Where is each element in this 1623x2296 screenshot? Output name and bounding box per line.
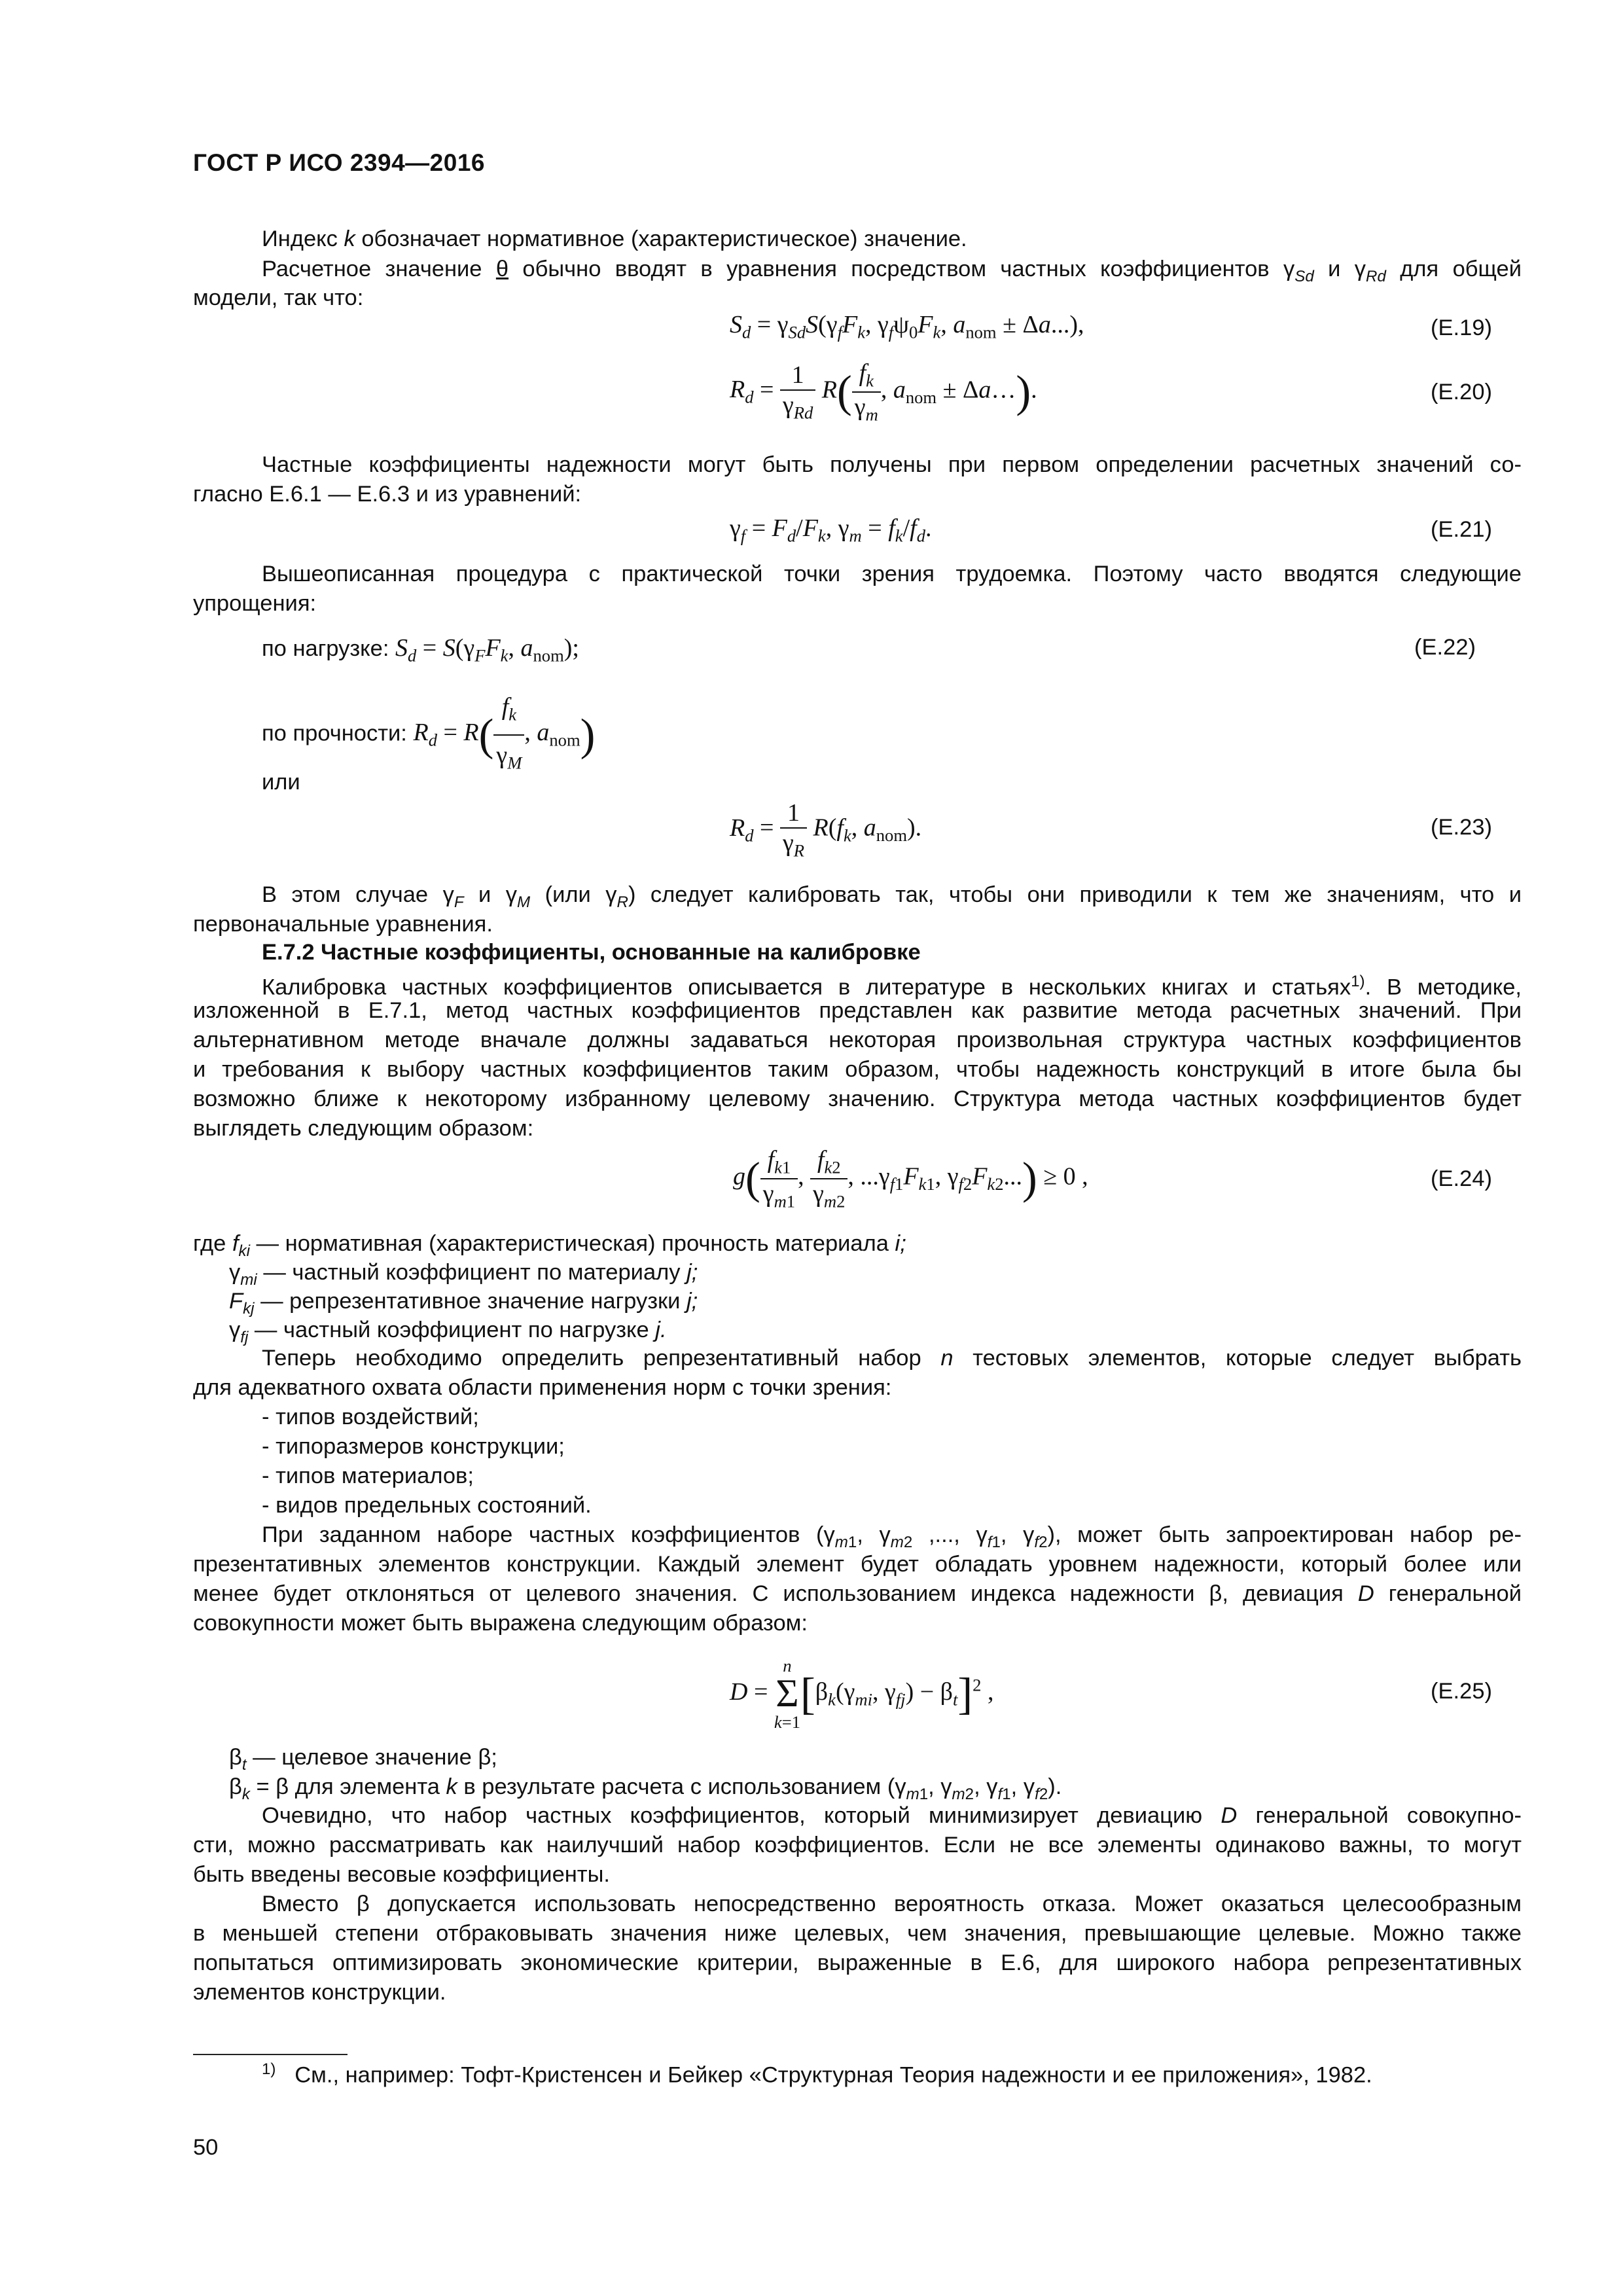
equation-number: (Е.23) bbox=[1431, 815, 1492, 840]
paragraph-line: Индекс k обозначает нормативное (характеристическое) значение. bbox=[262, 226, 967, 251]
list-item: - видов предельных состояний. bbox=[262, 1493, 592, 1518]
paragraph-line: Расчетное значение θ обычно вводят в уравнения посредством частных коэффициентов $\gamma_{Sd}$ и $\gamma_{Rd}$ для общей bbox=[262, 257, 1522, 285]
equation-e19: $S_d = \gamma_{Sd}S(\gamma_fF_k$, $\gamma_f\psi_0F_k$, $a_{nom} \pm \Delta a$...), bbox=[730, 311, 1084, 342]
equation-number: (Е.19) bbox=[1431, 315, 1492, 340]
section-heading: Е.7.2 Частные коэффициенты, основанные на калибровке bbox=[262, 940, 921, 965]
paragraph-line: гласно Е.6.1 — Е.6.3 и из уравнений: bbox=[193, 482, 582, 507]
equation-number: (Е.20) bbox=[1431, 380, 1492, 404]
document-header: ГОСТ Р ИСО 2394—2016 bbox=[193, 149, 485, 176]
paragraph-line: изложенной в Е.7.1, метод частных коэффициентов представлен как развитие метода расчетных значений. При bbox=[193, 998, 1522, 1023]
paragraph-line: Очевидно, что набор частных коэффициентов, который минимизирует девиацию D генеральной совокупно- bbox=[262, 1803, 1522, 1828]
paragraph-line: Частные коэффициенты надежности могут быть получены при первом определении расчетных значений со- bbox=[262, 452, 1522, 477]
equation-e25: D = n Σ k=1 [$\beta_k(\gamma_{mi}$, $\gamma_{fj}) - \beta_t]^2$ , bbox=[730, 1656, 994, 1732]
paragraph-line: и требования к выбору частных коэффициентов таким образом, чтобы надежность конструкций в итоге была бы bbox=[193, 1057, 1522, 1082]
paragraph-line: попытаться оптимизировать экономические критерии, выраженные в Е.6, для широкого набора репрезентативных bbox=[193, 1950, 1522, 1975]
equation-number: (Е.22) bbox=[1414, 635, 1476, 660]
equation-number: (Е.25) bbox=[1431, 1679, 1492, 1704]
paragraph-line: Вышеописанная процедура с практической точки зрения трудоемка. Поэтому часто вводятся следующие bbox=[262, 562, 1522, 586]
equation-e22: по нагрузке: $S_d = S(\gamma_FF_k$, $a_{nom}$); bbox=[262, 634, 579, 666]
paragraph-line: элементов конструкции. bbox=[193, 1980, 446, 2005]
paragraph-line: быть введены весовые коэффициенты. bbox=[193, 1862, 610, 1887]
equation-number: (Е.24) bbox=[1431, 1166, 1492, 1191]
equation-e20: $R_d$ = $\frac{1}{\gamma_{Rd}}$ R( $\frac{f_k}{\gamma_m}$ , $a_{nom}$ ± Δa…). bbox=[730, 359, 1037, 425]
paragraph-line: альтернативном методе вначале должны задаваться некоторая произвольная структура частных коэффициентов bbox=[193, 1028, 1522, 1052]
list-item: - типоразмеров конструкции; bbox=[262, 1434, 565, 1459]
footnote-text: См., например: Тофт-Кристенсен и Бейкер «Структурная Теория надежности и ее приложения», 1982. bbox=[294, 2062, 1372, 2088]
paragraph-line: для адекватного охвата области применения норм с точки зрения: bbox=[193, 1375, 892, 1400]
definition-line: $\beta_k = \beta$ для элемента k в результате расчета с использованием ($\gamma_{m1}$, $\gamma_{m2}$, $\gamma_{f1}$, $\gamma_{f2}$). bbox=[229, 1774, 1062, 1803]
paragraph-line: сти, можно рассматривать как наилучший набор коэффициентов. Если не все элементы одинаково важны, то могут bbox=[193, 1833, 1522, 1857]
paragraph-line: Вместо β допускается использовать непосредственно вероятность отказа. Может оказаться целесообразным bbox=[262, 1892, 1522, 1916]
footnote-mark: 1) bbox=[262, 2060, 276, 2078]
paragraph-line: модели, так что: bbox=[193, 285, 364, 310]
definition-line: $\beta_t$ — целевое значение β; bbox=[229, 1745, 497, 1774]
paragraph-line: В этом случае $\gamma_F$ и $\gamma_M$ (или $\gamma_R$) следует калибровать так, чтобы они приводили к тем же значениям, что и bbox=[262, 882, 1522, 911]
equation-strength: по прочности: $R_d = R$( $\frac{f_k}{\gamma_M}$ , $a_{nom}$) bbox=[262, 687, 595, 782]
list-item: - типов материалов; bbox=[262, 1463, 474, 1488]
definition-line: $F_{kj}$ — репрезентативное значение нагрузки j; bbox=[229, 1289, 698, 1318]
definition-line: $\gamma_{mi}$ — частный коэффициент по материалу j; bbox=[229, 1260, 698, 1289]
definition-line: $\gamma_{fj}$ — частный коэффициент по нагрузке j. bbox=[229, 1318, 667, 1346]
footnote bbox=[262, 2060, 1372, 2089]
footnote-separator bbox=[193, 2054, 348, 2055]
paragraph-line: возможно ближе к некоторому избранному целевому значению. Структура метода частных коэффициентов будет bbox=[193, 1086, 1522, 1111]
paragraph-line: При заданном наборе частных коэффициентов ($\gamma_{m1}$, $\gamma_{m2}$ ,..., $\gamma_{f1}$, $\gamma_{f2}$), может быть запроектирован набор ре- bbox=[262, 1522, 1522, 1551]
paragraph-line: Теперь необходимо определить репрезентативный набор n тестовых элементов, которые следует выбрать bbox=[262, 1346, 1522, 1371]
page-number: 50 bbox=[193, 2135, 219, 2160]
paragraph-line: выглядеть следующим образом: bbox=[193, 1116, 534, 1141]
paragraph-line: совокупности может быть выражена следующим образом: bbox=[193, 1611, 808, 1636]
paragraph-line: Калибровка частных коэффициентов описывается в литературе в нескольких книгах и статьях$^{1)}$. В методике, bbox=[262, 973, 1522, 1000]
paragraph-line: в меньшей степени отбраковывать значения ниже целевых, чем значения, превышающие целевые. Можно также bbox=[193, 1921, 1522, 1946]
paragraph-line: презентативных элементов конструкции. Каждый элемент будет обладать уровнем надежности, который более или bbox=[193, 1552, 1522, 1577]
equation-number: (Е.21) bbox=[1431, 517, 1492, 542]
paragraph-line: или bbox=[262, 770, 300, 795]
paragraph-line: упрощения: bbox=[193, 591, 317, 616]
equation-e21: $\gamma_f = F_d/F_k$, $\gamma_m = f_k/f_d$. bbox=[730, 514, 932, 546]
list-item: - типов воздействий; bbox=[262, 1405, 479, 1429]
equation-e24: g( $\frac{f_{k1}}{\gamma_{m1}}$ , $\frac{f_{k2}}{\gamma_{m2}}$ , $...\gamma_{f1}F_{k1}$, $\gamma_{f2}F_{k2}...) \ge 0$ , bbox=[733, 1146, 1088, 1211]
paragraph-line: первоначальные уравнения. bbox=[193, 912, 493, 937]
equation-e23: $R_d$ = $\frac{1}{\gamma_R}$ $R(f_k$, $a_{nom}$). bbox=[730, 799, 922, 861]
paragraph-line: менее будет отклоняться от целевого значения. С использованием индекса надежности β, девиация D генеральной bbox=[193, 1581, 1522, 1606]
definition-line: где $f_{ki}$ — нормативная (характеристическая) прочность материала i; bbox=[193, 1231, 906, 1260]
